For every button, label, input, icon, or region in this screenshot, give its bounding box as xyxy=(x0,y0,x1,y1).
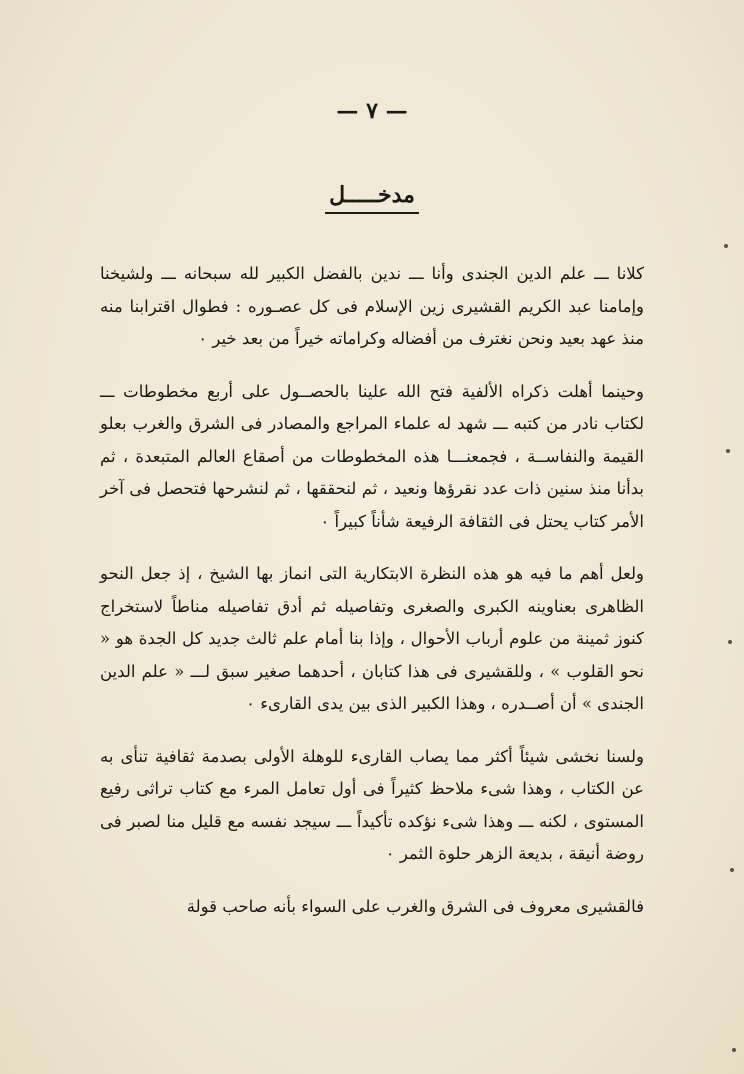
margin-dot xyxy=(726,449,730,453)
body-text xyxy=(100,258,644,923)
paragraph-4: ولسنا نخشى شيئاً أكثر مما يصاب القارىء للوهلة الأولى بصدمة ثقافية تنأى به عن الكتاب ، وهذا شىء ملاحظ كثيراً فى أول تعامل المرء مع كتاب تراثى رفيع المستوى ، لكنه ـــ وهذا شىء نؤكده تأكيداً ـــ سيجد نفسه مع قليل منا لصبر فى روضة أنيقة ، بديعة الزهر حلوة الثمر ٠ xyxy=(100,746,644,863)
paragraph-5: فالقشيرى معروف فى الشرق والغرب على السواء بأنه صاحب قولة xyxy=(186,896,644,916)
section-title: مدخـــــل xyxy=(325,182,419,214)
margin-dot xyxy=(730,868,734,872)
paragraph-3: ولعل أهم ما فيه هو هذه النظرة الابتكارية التى انماز بها الشيخ ، إذ جعل النحو الظاهرى بعناوينه الكبرى والصغرى وتفاصيله ثم أدق تفاصيله مناطاً لاستخراج كنوز ثمينة من علوم أرباب الأحوال ، وإذا بنا أمام علم ثالث جديد كل الجدة هو « نحو القلوب » ، وللقشيرى فى هذا كتابان ، أحدهما صغير سبق لـــ « علم الدين الجندى » أن أصــدره ، وهذا الكبير الذى بين يدى القارىء ٠ xyxy=(100,564,644,713)
paragraph-1: كلانا ـــ علم الدين الجندى وأنا ـــ ندين بالفضل الكبير لله سبحانه ـــ ولشيخنا وإمامنا عبد الكريم القشيرى زين الإسلام فى كل عصـوره : فطوال اقترابنا منه منذ عهد بعيد ونحن نغترف من أفضاله وكراماته خيراً من بعد خير ٠ xyxy=(100,264,644,348)
margin-dot xyxy=(724,244,728,248)
paragraph-2: وحينما أهلت ذكراه الألفية فتح الله علينا بالحصــول على أربع مخطوطات ـــ لكتاب نادر من كتبه ـــ شهد له علماء المراجع والمصادر فى الشرق والغرب بعلو القيمة والنفاســة ، فجمعنـــا هذه المخطوطات من أصقاع العالم المتبعدة ، ثم بدأنا منذ سنين ذات عدد نقرؤها ونعيد ، ثم لنحققها ، ثم لنشرحها فتحصل فى آخر الأمر كتاب يحتل فى الثقافة الرفيعة شأناً كبيراً ٠ xyxy=(100,381,644,531)
section-title-container xyxy=(0,182,744,214)
margin-dot xyxy=(728,640,732,644)
margin-dot xyxy=(732,1048,736,1052)
page-number: — ٧ — xyxy=(336,98,408,124)
